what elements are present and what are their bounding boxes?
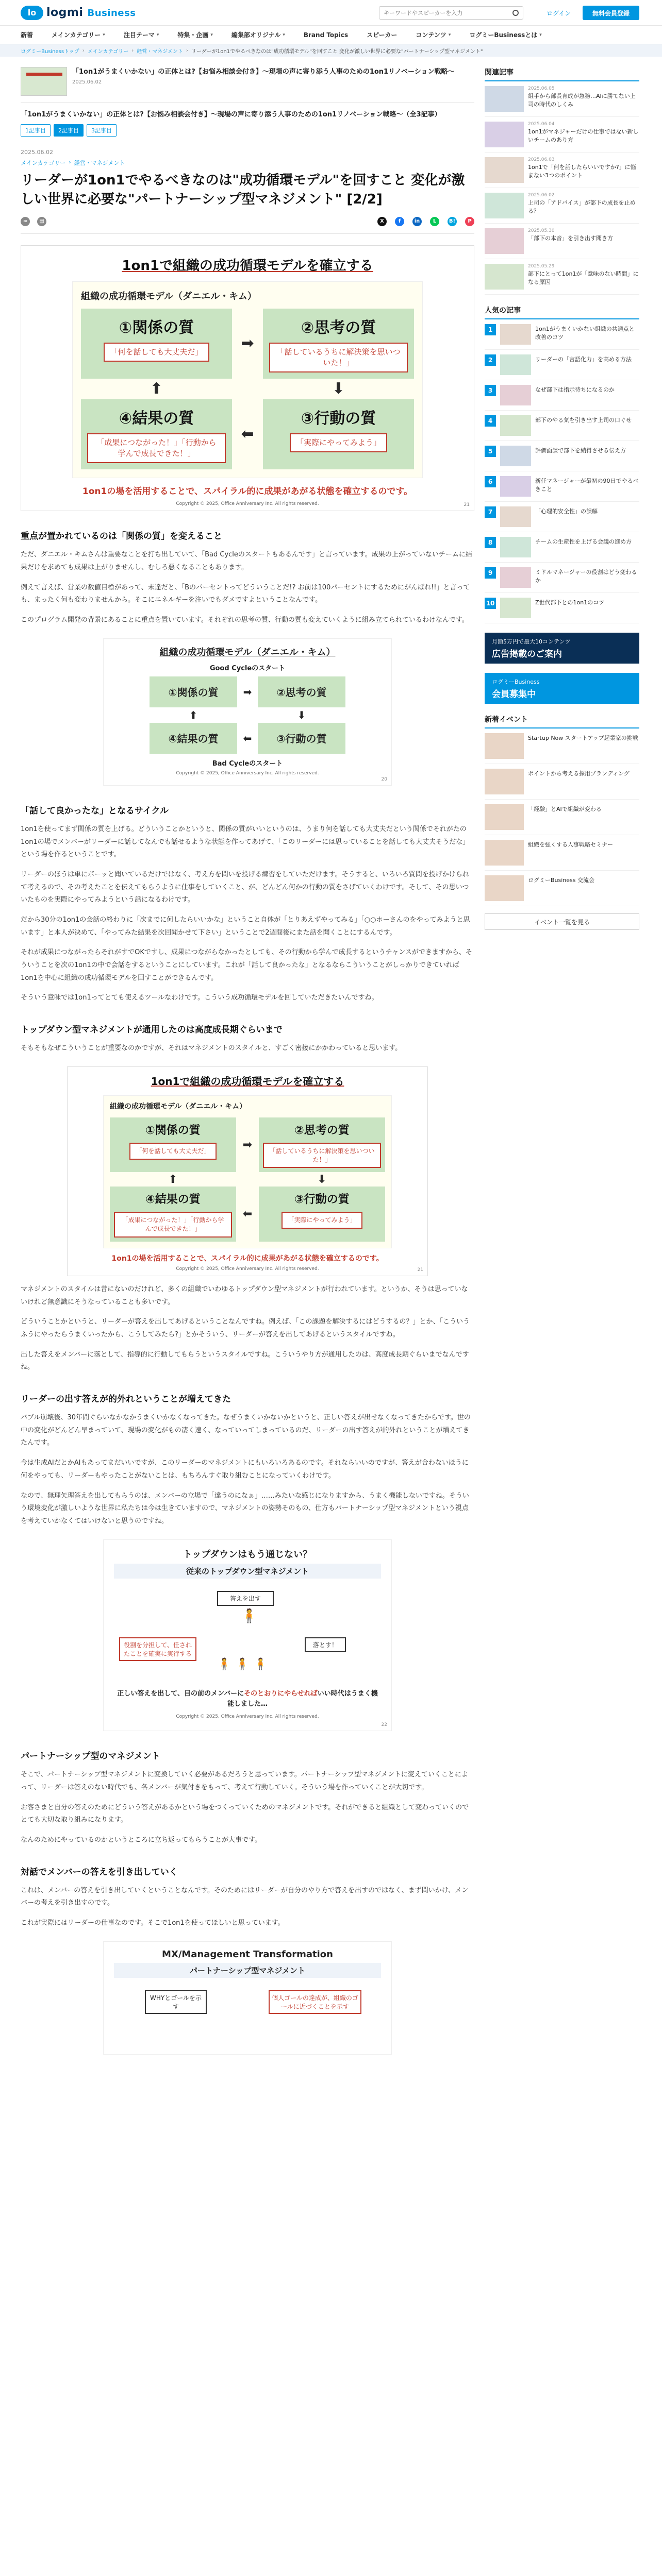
event-item[interactable]	[485, 835, 639, 871]
related-article[interactable]	[485, 188, 639, 224]
good-cycle-label: Good Cycleのスタート	[209, 664, 286, 672]
chevron-down-icon: ▾	[156, 32, 159, 38]
nav-item[interactable]	[231, 30, 285, 39]
paragraph: これが実際にはリーダーの仕事なのです。そこで1on1を使ってほしいと思っています。	[21, 1919, 285, 1927]
share-bar	[21, 217, 474, 234]
breadcrumb-separator: ›	[131, 47, 134, 54]
article-thumbnail	[500, 506, 531, 527]
cell-bubble: 「話しているうちに解決策を思いついた！」	[263, 1143, 381, 1168]
banner-line-2: 会員募集中	[492, 689, 536, 700]
arrow-down-icon: ⬇	[332, 380, 345, 398]
arrow-left-icon: ⬅	[243, 732, 252, 744]
role-box: 役割を分担して、任されたことを確実に実行する	[119, 1637, 196, 1661]
members-figure-icon: 🧍🧍🧍	[217, 1657, 272, 1671]
series-part-2[interactable]: 2記事目	[54, 124, 84, 137]
related-article[interactable]	[485, 224, 639, 259]
article-date: 2025.05.30	[528, 228, 555, 233]
arrow-down-icon: ⬇	[297, 708, 306, 721]
chevron-down-icon: ▾	[103, 32, 105, 38]
article-thumbnail	[485, 264, 524, 290]
ranking-article[interactable]	[485, 502, 639, 532]
breadcrumb-item[interactable]: ログミーBusinessトップ	[21, 48, 79, 55]
ranking-article[interactable]	[485, 532, 639, 563]
series-title: 「1on1がうまくいかない」の正体とは?【お悩み相談会付き】～現場の声に寄り添う人事のための1on1リノベーション戦略～	[72, 68, 455, 76]
quality-action	[263, 399, 414, 469]
article-thumbnail	[485, 193, 524, 218]
breadcrumb-separator: ›	[186, 47, 188, 54]
nav-item[interactable]	[469, 30, 541, 39]
event-item[interactable]	[485, 764, 639, 800]
rank-number: 2	[485, 354, 496, 366]
nav-label: コンテンツ	[416, 31, 446, 39]
paragraph: バブル崩壊後、30年間ぐらいなかなかうまくいかなくなってきた。なぜうまくいかないかというと、正しい答えが出せなくなってきたからです。世の中の変化がどんどん早まっていて、現場の変化がもの凄く速く、なっていってしまっているのだ、リーダーの出す答えが的外れということが増えてきたんです。	[21, 1414, 471, 1447]
ranking-article[interactable]	[485, 441, 639, 471]
paragraph: 出した答えをメンバーに落として、指導的に行動してもらうというスタイルですね。こういうやり方が通用したのは、高度成長期ぐらいまでなんですね。	[21, 1350, 469, 1371]
breadcrumb-item[interactable]: 経営・マネジメント	[137, 48, 183, 55]
chevron-down-icon: ▾	[210, 32, 213, 38]
related-article[interactable]	[485, 152, 639, 188]
paragraph: ただ、ダニエル・キムさんは重要なことを打ち出していて、「Bad Cycleのスタートもあるんです」と言っています。成果の上がっていないチームに結果だけを求めても成果は上がりませんし、むしろ悪くなることもあります。	[21, 551, 472, 572]
member-banner[interactable]	[485, 673, 639, 704]
quality-thinking: ②思考の質	[258, 676, 345, 707]
linkedin-share-icon[interactable]: in	[412, 217, 422, 226]
ranking-article[interactable]	[485, 350, 639, 380]
cell-bubble: 「何を話しても大丈夫だ」	[129, 1143, 216, 1160]
slide-page-number: 20	[381, 776, 387, 782]
article-thumbnail	[485, 122, 524, 147]
article-thumbnail	[500, 324, 531, 345]
quality-action	[259, 1187, 385, 1242]
nav-item[interactable]	[367, 30, 397, 39]
cell-title: ④結果の質	[119, 409, 194, 428]
article-date: 2025.06.05	[528, 86, 555, 91]
article-meta	[528, 228, 639, 254]
link-icon[interactable]: ∞	[21, 217, 30, 226]
quality-relationship: ①関係の質	[150, 676, 237, 707]
article-tags	[21, 159, 474, 167]
ranking-article[interactable]	[485, 380, 639, 411]
cell-title: ③行動の質	[294, 1193, 350, 1207]
signup-button[interactable]: 無料会員登録	[583, 6, 639, 20]
related-heading: 関連記事	[485, 67, 639, 81]
print-icon[interactable]: ▤	[37, 217, 46, 226]
quality-result	[81, 399, 232, 469]
slide-copyright: Copyright © 2025, Office Anniversary Inc. All rights reserved.	[176, 501, 319, 507]
nav-item[interactable]	[177, 30, 213, 39]
event-title: 組織を強くする人事戦略セミナー	[528, 841, 613, 848]
rank-number: 1	[485, 324, 496, 335]
logo-wordmark: logmi	[46, 6, 84, 19]
article-thumbnail	[485, 86, 524, 112]
chevron-down-icon: ▾	[283, 32, 285, 38]
slide-page-number: 21	[464, 502, 470, 508]
site-logo[interactable]	[21, 6, 136, 20]
article-thumbnail	[485, 157, 524, 183]
quality-thinking	[263, 309, 414, 379]
rank-number: 4	[485, 415, 496, 427]
ranking-article[interactable]	[485, 471, 639, 502]
site-header	[0, 0, 662, 26]
quality-result: ④結果の質	[150, 723, 237, 754]
event-thumbnail	[485, 875, 524, 901]
article-title: チームの生産性を上げる会議の進め方	[535, 538, 632, 545]
arrow-up-icon: ⬆	[150, 380, 163, 398]
nav-label: 編集部オリジナル	[231, 31, 281, 39]
article-title: 1on1がうまくいかない組織の共通点と改善のコツ	[535, 326, 635, 341]
paragraph: マネジメントのスタイルは昔にないのだけれど、多くの組織でいわゆるトップダウン型マネジメントが行われています。というか、そうは思っていないけれど無意識にそうなっていることも多いです。	[21, 1285, 468, 1306]
paragraph: このプログラム開発の背景にあることに重点を置いています。それぞれの思考の質、行動の質も変えていくように組み立てられているわけなんです。	[21, 616, 469, 624]
arrow-right-icon: ➡	[243, 685, 252, 698]
event-thumbnail	[485, 840, 524, 866]
figure-note	[114, 1689, 381, 1710]
nav-label: メインカテゴリー	[52, 31, 101, 39]
article-date: 2025.06.02	[528, 193, 555, 198]
ranking-list	[485, 319, 639, 623]
answer-box: 答えを出す	[217, 1591, 274, 1606]
nav-item[interactable]	[416, 30, 451, 39]
article-meta	[528, 86, 639, 112]
arrow-up-icon: ⬆	[189, 708, 198, 721]
article-thumbnail	[500, 476, 531, 497]
cell-title: ④結果の質	[145, 1193, 201, 1207]
article-date: 2025.06.04	[528, 122, 555, 127]
slide-copyright: Copyright © 2025, Office Anniversary Inc. All rights reserved.	[176, 1266, 319, 1272]
related-list	[485, 81, 639, 295]
article-column	[21, 57, 474, 2055]
line-share-icon[interactable]: L	[430, 217, 439, 226]
event-title: Startup Now スタートアップ起業家の挑戦	[528, 735, 638, 741]
article-date: 2025.05.29	[528, 264, 555, 269]
figure-title: トップダウンはもう通じない？	[183, 1549, 312, 1560]
bad-cycle-label: Bad Cycleのスタート	[212, 759, 283, 768]
chevron-down-icon: ▾	[448, 32, 451, 38]
section-heading: 重点が置かれているのは「関係の質」を変えること	[21, 531, 222, 542]
cell-bubble: 「成果につながった！」「行動から学んで成長できた！」	[114, 1212, 232, 1238]
article-meta	[528, 193, 639, 218]
section-heading: トップダウン型マネジメントが通用したのは高度成長期ぐらいまで	[21, 1025, 283, 1036]
events-list	[485, 728, 639, 906]
pocket-share-icon[interactable]: P	[465, 217, 474, 226]
cell-title: ①関係の質	[119, 318, 194, 337]
paragraph: それが成果につながったらそれがすでOKですし、成果につながらなかったとしても、その行動から学んで成長するというチャンスができますから、そういうことを次の1on1の中で会話をするということにしています。これが「話して良かったな」となるならこういうことがしっかりできていれば1on1を中心に組織の成功循環モデルを回すことができるんです。	[21, 948, 472, 982]
article-meta	[528, 157, 639, 183]
article-thumbnail	[500, 598, 531, 618]
rank-number: 7	[485, 506, 496, 518]
ranking-article[interactable]	[485, 411, 639, 441]
slide-title: 1on1で組織の成功循環モデルを確立する	[151, 1075, 344, 1088]
event-title: 「経験」とAIで組織が変わる	[528, 806, 602, 812]
arrow-down-icon: ⬇	[317, 1173, 327, 1186]
series-part-1[interactable]: 1記事目	[21, 124, 51, 137]
cell-title: ②思考の質	[294, 1124, 350, 1137]
article-title: Z世代部下との1on1のコツ	[535, 599, 605, 606]
paragraph: なので、無理矢理答えを出してもらうのは、メンバーの立場で「違うのになぁ」……みたいな感じになりますから、うまく機能しないですね。そういう環境変化が激しいような世界に私たちは今は生きていますので、マネジメントの姿勢そのもの、仕方もパートナーシップ型マネジメントという視点を考えていかなくてはいけないと思うのですね。	[21, 1492, 469, 1525]
slide-title: 組織の成功循環モデル（ダニエル・キム）	[159, 647, 336, 658]
rank-number: 9	[485, 567, 496, 579]
breadcrumb-current: リーダーが1on1でやるべきなのは"成功循環モデル"を回すこと 変化が激しい世界に必要な"パートナーシップ型マネジメント"	[191, 48, 483, 55]
paragraph: なんのためにやっているのかというところに立ち返ってもらうことが大事です。	[21, 1836, 261, 1844]
cell-bubble: 「何を話しても大丈夫だ」	[104, 343, 209, 362]
series-card[interactable]	[21, 67, 474, 103]
cell-title: ③行動の質	[301, 409, 376, 428]
arrow-left-icon: ⬅	[241, 425, 254, 444]
logo-text	[46, 6, 136, 19]
rank-number: 6	[485, 476, 496, 487]
more-events-button[interactable]: イベント一覧を見る	[485, 913, 639, 930]
figure-title: MX/Management Transformation	[162, 1948, 333, 1960]
article-thumbnail	[500, 567, 531, 588]
partnership-figure	[103, 1941, 392, 2055]
slide-cycle-start	[103, 638, 392, 786]
article-date: 2025.06.03	[528, 157, 555, 162]
paragraph: 今は生成AIだとかAIもあってまだいいですが、このリーダーのマネジメントにもいろいろあるのです。それならいいのですが、答えが合わないほうに何をやっても、リーダーもやったことがないことは、もちろんすぐ取り組むことになっていくわけです。	[21, 1459, 469, 1480]
figure-note-pre: 正しい答えを出して、目の前のメンバーに	[117, 1689, 244, 1698]
logo-sub: Business	[87, 8, 136, 19]
article-title: ミドルマネージャーの役割はどう変わるか	[535, 569, 637, 584]
nav-item[interactable]	[52, 30, 105, 39]
figure-illustration	[114, 1586, 381, 1684]
series-part-3[interactable]: 3記事目	[87, 124, 117, 137]
nav-item[interactable]	[304, 31, 348, 39]
x-share-icon[interactable]: X	[377, 217, 387, 226]
chevron-down-icon: ▾	[539, 32, 542, 38]
cell-bubble: 「成果につながった！」「行動から学んで成長できた！」	[87, 433, 226, 463]
main-nav	[0, 26, 662, 44]
login-link[interactable]: ログイン	[547, 10, 571, 17]
figure-note-post: いい時代はうまく機能しました…	[227, 1689, 378, 1708]
article-title: 上司の「アドバイス」が部下の成長を止める？	[528, 199, 636, 214]
figure-illustration	[114, 1985, 381, 2047]
figure-page-number: 22	[381, 1722, 387, 1728]
figure-subtitle: 従来のトップダウン型マネジメント	[114, 1564, 381, 1579]
quality-relationship	[110, 1117, 236, 1173]
article-meta	[528, 264, 639, 290]
article-meta	[528, 122, 639, 147]
event-thumbnail	[485, 733, 524, 759]
topdown-figure	[103, 1539, 392, 1732]
paragraph: これは、メンバーの答えを引き出していくということなんです。そのためにはリーダーが自分のやり方で答えを出すのではなく、まず問いかけ、メンバーの考えを引き出すのです。	[21, 1886, 469, 1907]
series-parts	[21, 124, 474, 137]
ranking-heading: 人気の記事	[485, 305, 639, 319]
slide-page-number: 21	[417, 1267, 423, 1273]
article-title: 評価面談で部下を納得させる伝え方	[535, 447, 626, 454]
search-icon[interactable]	[512, 10, 519, 16]
slide-note: 1on1の場を活用することで、スパイラル的に成果があがる状態を確立するのです。	[111, 1254, 384, 1263]
cycle-diagram	[103, 1095, 392, 1248]
rank-number: 3	[485, 385, 496, 396]
event-item[interactable]	[485, 800, 639, 835]
nav-label: ログミーBusinessとは	[469, 31, 538, 39]
search-box[interactable]	[379, 6, 523, 20]
search-input[interactable]	[384, 10, 512, 16]
paragraph: リーダーのほうは単にボーッと聞いているだけではなく、考え方を問いを投げる練習をしていただけます。そうすると、いろいろ質問を投げかけられて考えるので、その考えたことを伝えてもらうように仕事をしていくこと、が、どんどん何かの行動の質をさげていくわけです。そして、その思いついたものを実際にやってみようという話になるわけです。	[21, 870, 469, 904]
cell-title: ②思考の質	[301, 318, 376, 337]
publish-date: 2025.06.02	[21, 148, 53, 156]
article-thumbnail	[500, 537, 531, 557]
quality-relationship	[81, 309, 232, 379]
figure-note-emphasis: そのとおりにやらせれば	[244, 1689, 318, 1698]
paragraph: 1on1を使ってまず関係の質を上げる。どういうことかというと、関係の質がいいというのは、うまり何を話しても大丈夫だという関係でそれがたの1on1の場でメンバーがリーダーに話してなんでも話せるような状態を作ってあげて、「このリーダーには思っていることを話しても大丈夫そうだな」という場を作るということです。	[21, 825, 470, 859]
quality-thinking	[259, 1117, 385, 1173]
diagram-heading: 組織の成功循環モデル（ダニエル・キム）	[81, 291, 257, 302]
diagram-heading: 組織の成功循環モデル（ダニエル・キム）	[110, 1102, 247, 1111]
event-title: ログミーBusiness 交流会	[528, 877, 595, 884]
banner-line-2: 広告掲載のご案内	[492, 649, 562, 659]
breadcrumb-item[interactable]: メインカテゴリー	[87, 48, 129, 55]
paragraph: だから30分の1on1の会話の終わりに「次までに何したらいいかな」ということ自体が「とりあえずやってみる」「○○ホーさんのをやってみようと思います」と本人が決めて、「やってみた結果を次回聞かせて下さい」ということで2週間後にまた話を聞くことにするんです。	[21, 916, 470, 937]
nav-item[interactable]	[124, 30, 159, 39]
nav-label: 新着	[21, 31, 34, 39]
article-title: リーダーが1on1でやるべきなのは"成功循環モデル"を回すこと 変化が激しい世界に必要な"パートナーシップ型マネジメント" [2/2]	[21, 172, 465, 208]
slide-title: 1on1で組織の成功循環モデルを確立する	[122, 258, 373, 274]
tag-link[interactable]: メインカテゴリー	[21, 159, 66, 166]
event-item[interactable]	[485, 728, 639, 764]
ranking-article[interactable]	[485, 593, 639, 623]
paragraph: どういうことかというと、リーダーが答えを出してあげるということなんですね。例えば、「この課題を解決するにはどうするの？」とか、「こういうふうにやったらうまくいったから、こうしてみたら?」とかそういう、リーダーが答えを出してあげるというスタイルですね。	[21, 1318, 470, 1338]
related-article[interactable]	[485, 117, 639, 152]
quality-result	[110, 1187, 236, 1242]
nav-label: スピーカー	[367, 31, 398, 39]
cell-bubble: 「話しているうちに解決策を思いついた！」	[269, 343, 408, 372]
cycle-diagram	[72, 281, 423, 478]
rank-number: 10	[485, 598, 496, 609]
nav-label: Brand Topics	[303, 31, 349, 39]
leader-figure-icon: 🧍	[241, 1608, 258, 1624]
ad-banner[interactable]	[485, 633, 639, 664]
nav-item[interactable]	[21, 30, 33, 39]
event-thumbnail	[485, 804, 524, 830]
quality-action: ③行動の質	[258, 723, 345, 754]
figure-subtitle: パートナーシップ型マネジメント	[114, 1963, 381, 1978]
article-thumbnail	[500, 446, 531, 466]
breadcrumb	[0, 44, 662, 57]
article-title: なぜ部下は指示待ちになるのか	[535, 386, 615, 393]
why-goal-box: WHYとゴールを示す	[145, 1990, 207, 2014]
figure-copyright: Copyright © 2025, Office Anniversary Inc. All rights reserved.	[176, 1714, 319, 1720]
cell-title: ①関係の質	[145, 1124, 201, 1137]
series-thumbnail	[21, 67, 67, 96]
slide-note: 1on1の場を活用することで、スパイラル的に成果があがる状態を確立するのです。	[82, 486, 413, 497]
article-title: リーダーの「言語化力」を高める方法	[535, 356, 632, 363]
breadcrumb-separator: ›	[82, 47, 85, 54]
article-title: 部下にとって1on1が「意味のない時間」になる原因	[528, 270, 639, 285]
section-heading: パートナーシップ型のマネジメント	[21, 1751, 160, 1762]
slide-success-cycle	[21, 245, 474, 512]
nav-label: 注目テーマ	[123, 31, 155, 39]
article-thumbnail	[485, 228, 524, 254]
logo-mark: lo	[21, 6, 43, 20]
tag-link[interactable]: 経営・マネジメント	[74, 159, 125, 166]
series-date: 2025.06.02	[72, 79, 102, 85]
article-title: 部下のやる気を引き出す上司の口ぐせ	[535, 417, 632, 423]
paragraph: そもそもなぜこういうことが重要なのかですが、それはマネジメントのスタイルと、すごく密接にかかわっていると思います。	[21, 1044, 402, 1053]
section-heading: リーダーの出す答えが的外れということが増えてきた	[21, 1394, 231, 1405]
arrow-up-icon: ⬆	[168, 1173, 178, 1186]
section-heading: 対話でメンバーの答えを引き出していく	[21, 1867, 178, 1877]
arrow-left-icon: ⬅	[242, 1208, 253, 1221]
tag-separator: ›	[69, 158, 71, 165]
article-thumbnail	[500, 385, 531, 405]
ranking-article[interactable]	[485, 563, 639, 593]
rank-number: 8	[485, 537, 496, 548]
banner-line-1: ログミーBusiness	[492, 678, 540, 685]
personal-goal-box: 個人ゴールの達成が、組織のゴールに近づくことを示す	[269, 1990, 361, 2014]
paragraph: 例えて言えば、営業の数値目標があって、未達だと、「Bのパーセントってどういうことだ!? お前は100パーセントにするためにがんばれ!!」と言っても、まったく何も変わりませんから。そこにエネルギーを注いでもダメですよということなんです。	[21, 583, 470, 604]
article-title: 新任マネージャーが最初の90日でやるべきこと	[535, 478, 639, 493]
arrow-right-icon: ➡	[241, 334, 254, 353]
sidebar	[485, 57, 639, 930]
article-title: 1on1がマネジャーだけの仕事ではない新しいチームのあり方	[528, 128, 639, 143]
rank-number: 5	[485, 446, 496, 457]
nav-label: 特集・企画	[177, 31, 209, 39]
hatena-share-icon[interactable]: B!	[448, 217, 457, 226]
event-item[interactable]	[485, 871, 639, 906]
facebook-share-icon[interactable]: f	[395, 217, 404, 226]
related-article[interactable]	[485, 259, 639, 295]
banner-line-1: 月額5万円で最大10コンテンツ	[492, 638, 571, 645]
paragraph: お客さまと自分の答えのためにどういう答えがあるかという場をつくっていくためのマネジメントです。それができると組織として変わっていくのでとても大切な取り組みになります。	[21, 1803, 469, 1824]
article-title: 「部下の本音」を引き出す聞き方	[528, 235, 613, 242]
event-thumbnail	[485, 769, 524, 794]
related-article[interactable]	[485, 81, 639, 117]
event-title: ポイントから考える採用ブランディング	[528, 770, 630, 777]
cell-bubble: 「実際にやってみよう」	[282, 1212, 362, 1229]
article-title: 「心理的安全性」の誤解	[535, 508, 598, 515]
paragraph: そういう意味では1on1ってとても使えるツールなわけです。こういう成功循環モデルを回していただきたいんですね。	[21, 994, 378, 1002]
section-heading: 「話して良かったな」となるサイクル	[21, 805, 169, 816]
ranking-article[interactable]	[485, 319, 639, 350]
article-thumbnail	[500, 415, 531, 436]
series-list-title: 「1on1がうまくいかない」の正体とは?【お悩み相談会付き】～現場の声に寄り添う人事のための1on1リノベーション戦略～（全3記事）	[21, 111, 441, 118]
article-title: 1on1で「何を話したらいいですか?」に悩まない3つのポイント	[528, 164, 636, 179]
article-thumbnail	[500, 354, 531, 375]
arrow-right-icon: ➡	[242, 1138, 253, 1151]
paragraph: そこで、パートナーシップ型マネジメントに変換していく必要があるだろうと思っています。パートナーシップ型マネジメントに変えていくことによって、リーダーは答えのない時代でも、各メンバーが気付きをもって、考えて行動していく。そういう場を作っていくことが大切です。	[21, 1771, 468, 1791]
cell-bubble: 「実際にやってみよう」	[290, 433, 387, 452]
slide-success-cycle-repeat	[67, 1066, 428, 1276]
drop-box: 落とす！	[305, 1637, 346, 1652]
slide-copyright: Copyright © 2025, Office Anniversary Inc. All rights reserved.	[176, 770, 319, 776]
article-title: 組手から部長育成が急務…AIに勝てない上司の時代のしくみ	[528, 93, 636, 108]
events-heading: 新着イベント	[485, 714, 639, 728]
